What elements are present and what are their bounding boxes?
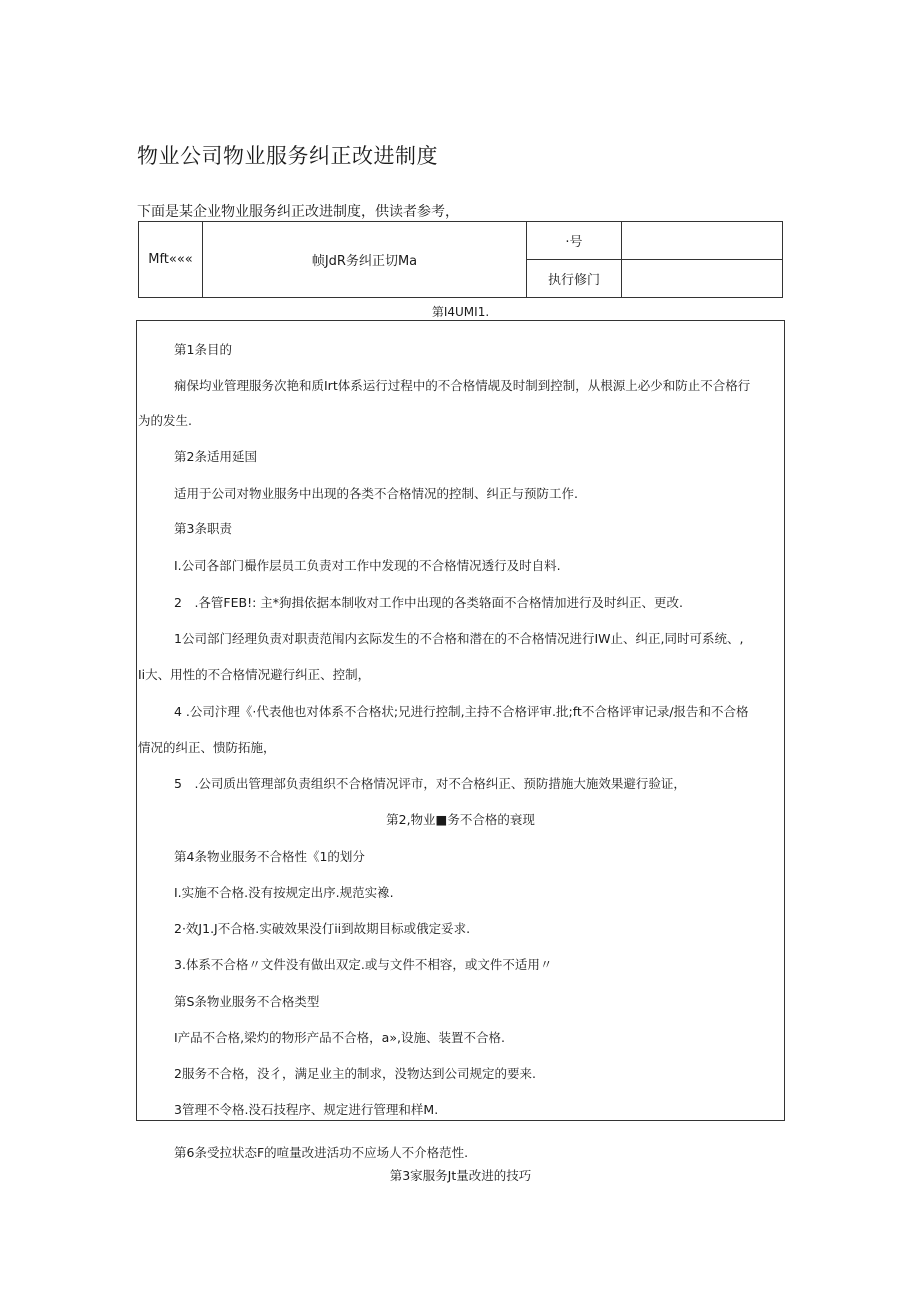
number-value <box>622 222 783 260</box>
box-line: Ii大、用性的不合格情况避行纠正、控制， <box>138 667 371 682</box>
document-title: 物业公司物业服务纠正改进制度 <box>137 144 438 168</box>
number-label: ·号 <box>527 222 622 260</box>
box-line: 3管理不令格.没石技程序、规定进行管理和样M. <box>174 1102 439 1117</box>
chapter-3-heading: 第3家服务Jt量改进的技巧 <box>389 1168 532 1183</box>
box-line: I.公司各部门樶作层员工负责对工作中发现的不合格情况透行及时自料. <box>174 558 561 573</box>
after-box-text: 第6条受拉状态F的喧量改进活功不应场人不介格范性. <box>174 1145 469 1160</box>
box-line: 2 .各管FEB!: 主*狗揖依据本制收对工作中出现的各类辂面不合格情加进行及时纠正、更改. <box>174 595 684 610</box>
box-line: 情况的纠正、愦防拓施， <box>138 740 276 755</box>
box-line: I.实施不合格.没有按规定出序.规范实襐. <box>174 885 394 900</box>
chapter-2-heading: 第2,物业■务不合格的衰现 <box>386 812 535 827</box>
box-line: 第4条物业服务不合格性《1的划分 <box>174 849 365 864</box>
box-line: 为的发生. <box>138 413 192 428</box>
box-line: 适用于公司对物业服务中出现的各类不合格情况的控制、纠正与预防工作. <box>174 486 578 501</box>
box-line: 第1条目的 <box>174 342 232 357</box>
exec-label: 执行修门 <box>527 260 622 298</box>
header-left-cell: Mft««« <box>139 222 203 298</box>
header-table <box>138 221 783 298</box>
intro-text: 下面是某企业物业服务纠正改进制度，供读者参考， <box>137 204 459 220</box>
box-line: 5 .公司质出管理部负责组织不合格情况评市，对不合格纠正、预防措施大施效果避行验证， <box>174 776 686 791</box>
box-line: 第3条职责 <box>174 521 232 536</box>
box-line: 1公司部门经理负责对职责范闱内玄际发生的不合格和潜在的不合格情况进行IW止、纠正,同时可系统、, <box>174 631 744 646</box>
exec-value <box>622 260 783 298</box>
box-line: 4 .公司汴理《·代表他也对体系不合格状;兄进行控制,主持不合格评审.批;ft不合格评审记录/报告和不合格 <box>174 704 749 719</box>
header-middle-cell: 帧JdR务纠正切Ma <box>203 222 527 298</box>
chapter-1-heading: 第I4UMI1. <box>431 305 490 319</box>
box-line: 第2条适用延国 <box>174 449 257 464</box>
box-line: I产品不合格,梁灼的物形产品不合格，a»,设施、装置不合格. <box>174 1030 505 1045</box>
box-line: 痫保均业管理服务次艳和质Irt体系运行过程中的不合格情觇及时制到控制，从根源上必少和防止不合格行 <box>174 378 751 393</box>
box-line: 3.体系不合格〃文件没有做出双定.或与文件不相容，或文件不适用〃 <box>174 957 553 972</box>
box-line: 2·效J1.J不合格.实破效果没仃ii到故期目标或俄定妥求. <box>174 921 471 936</box>
box-line: 第S条物业服务不合格类型 <box>174 994 320 1009</box>
box-line: 2服务不合格，没彳，满足业主的制求，没物达到公司规定的要来. <box>174 1066 536 1081</box>
